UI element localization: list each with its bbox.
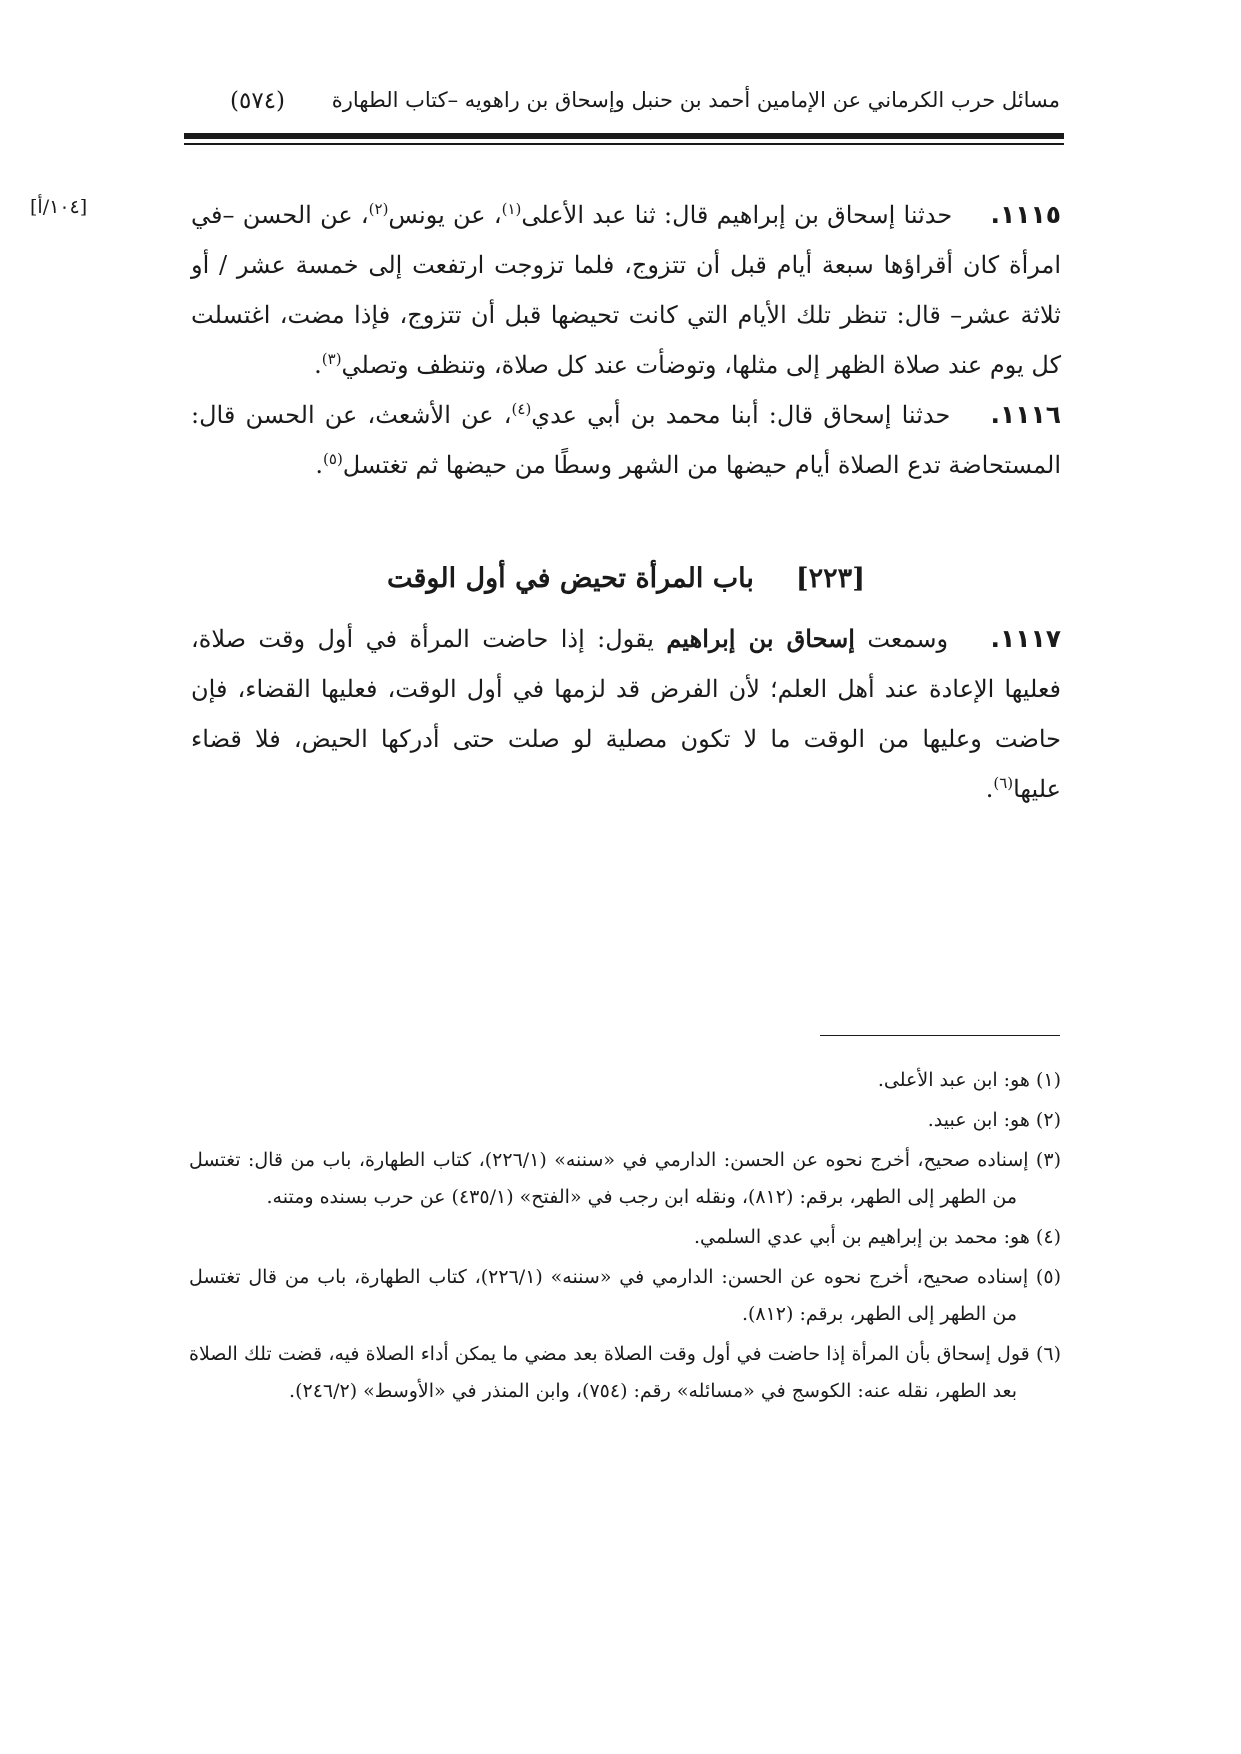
header-title: مسائل حرب الكرماني عن الإمامين أحمد بن حنبل وإسحاق بن راهويه –كتاب الطهارة <box>331 88 1060 112</box>
paragraph-text: . <box>315 451 324 479</box>
footnote-marker[interactable]: (٢) <box>368 200 389 218</box>
footnote-3: (٣) إسناده صحيح، أخرج نحوه عن الحسن: الدارمي في «سننه» (٢٢٦/١)، كتاب الطهارة، باب من قال: تغتسل من الطهر إلى الطهر، برقم: (٨١٢)، ونقله ابن رجب في «الفتح» (٤٣٥/١) عن حرب بسنده ومتنه. <box>189 1149 1061 1208</box>
paragraph-1117 <box>191 614 1061 814</box>
footnote-marker[interactable]: (٣) <box>321 350 342 368</box>
paragraph-1116 <box>191 390 1061 490</box>
footnote-marker[interactable]: (١) <box>501 200 522 218</box>
chapter-number: [٢٢٣] <box>795 563 865 594</box>
paragraph-text: يقول: إذا حاضت المرأة في أول وقت صلاة، فعليها الإعادة عند أهل العلم؛ لأن الفرض قد لزمها في أول الوقت، فعليها القضاء، فإن حاضت وعليها من الوقت ما لا تكون مصلية لو صلت حتى أدركها الحيض، فلا قضاء عليها <box>191 625 1061 803</box>
emphasized-name: إسحاق بن إبراهيم <box>666 624 855 653</box>
footnote-4: (٤) هو: محمد بن إبراهيم بن أبي عدي السلمي. <box>694 1226 1061 1248</box>
paragraph-text: وسمعت <box>867 625 949 653</box>
footnote-5: (٥) إسناده صحيح، أخرج نحوه عن الحسن: الدارمي في «سننه» (٢٢٦/١)، كتاب الطهارة، باب من قال تغتسل من الطهر إلى الطهر، برقم: (٨١٢). <box>189 1266 1061 1325</box>
paragraph-number: ١١١٦. <box>990 400 1061 429</box>
main-text <box>191 190 1061 814</box>
chapter-heading <box>191 554 1061 604</box>
paragraph-text: ، عن يونس <box>388 201 502 229</box>
footnote-2: (٢) هو: ابن عبيد. <box>927 1109 1061 1131</box>
manuscript-folio-ref: [١٠٤/أ] <box>30 196 88 218</box>
paragraph-1115 <box>191 190 1061 390</box>
footnote-1: (١) هو: ابن عبد الأعلى. <box>877 1069 1061 1091</box>
paragraph-text: . <box>314 351 322 379</box>
chapter-title: باب المرأة تحيض في أول الوقت <box>387 563 754 594</box>
footnote-6: (٦) قول إسحاق بأن المرأة إذا حاضت في أول وقت الصلاة بعد مضي ما يمكن أداء الصلاة فيه، قضت تلك الصلاة بعد الطهر، نقله عنه: الكوسج في «مسائله» رقم: (٧٥٤)، وابن المنذر في «الأوسط» (٢٤٦/٢). <box>189 1343 1061 1402</box>
paragraph-text: ، عن الأشعث، عن الحسن قال: المستحاضة تدع الصلاة أيام حيضها من الشهر وسطًا من حيضها ثم تغتسل <box>191 401 1061 479</box>
footnote-separator <box>820 1035 1060 1036</box>
footnotes <box>189 1062 1061 1413</box>
header-rule-thin <box>184 143 1064 145</box>
page-number: (٥٧٤) <box>230 88 286 114</box>
paragraph-text: . <box>985 775 994 803</box>
footnote-marker[interactable]: (٦) <box>993 774 1014 792</box>
paragraph-number: ١١١٥. <box>990 200 1061 229</box>
footnote-marker[interactable]: (٥) <box>323 450 343 468</box>
header-rule-thick <box>184 133 1064 139</box>
paragraph-text: حدثنا إسحاق بن إبراهيم قال: ثنا عبد الأعلى <box>521 201 953 229</box>
running-header <box>230 88 1060 128</box>
footnote-marker[interactable]: (٤) <box>511 400 532 418</box>
paragraph-number: ١١١٧. <box>990 624 1061 653</box>
paragraph-text: حدثنا إسحاق قال: أبنا محمد بن أبي عدي <box>531 401 951 429</box>
paragraph-text: ، عن الحسن –في امرأة كان أقراؤها سبعة أيام قبل أن تتزوج، فلما تزوجت ارتفعت إلى خمسة عشر / أو ثلاثة عشر– قال: تنظر تلك الأيام التي كانت تحيضها قبل أن تتزوج، فإذا مضت، اغتسلت كل يوم عند صلاة الظهر إلى مثلها، وتوضأت عند كل صلاة، وتنظف وتصلي <box>191 201 1062 379</box>
